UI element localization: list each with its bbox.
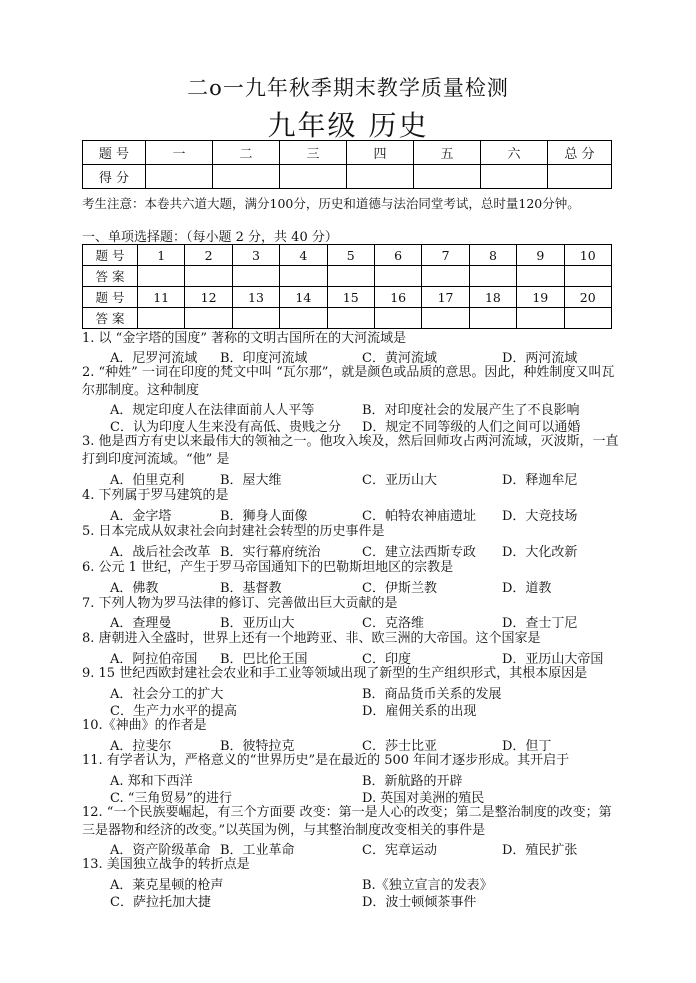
score-header-row [83,141,612,165]
num-cell: 10 [564,245,611,266]
num-cell: 15 [327,287,374,308]
option-d: D．大竞技场 [502,509,578,524]
option-d: D．但丁 [502,739,552,754]
option-a: A．伯里克利 [110,473,185,488]
question-stem: 4. 下列属于罗马建筑的是 [82,488,229,503]
option-d: D．波士顿倾茶事件 [362,895,477,910]
option-c: C．克洛维 [362,616,424,631]
option-a: A．金字塔 [110,509,172,524]
row-label: 答 案 [83,266,138,287]
option-a: A．佛教 [110,581,159,596]
num-cell: 9 [517,245,564,266]
option-a: A．拉斐尔 [110,739,172,754]
option-b: B．屋大维 [220,473,282,488]
answer-blank[interactable] [327,308,374,329]
num-cell: 18 [469,287,516,308]
exam-title: 二o一九年秋季期末教学质量检测 [187,76,509,100]
option-b: B．基督教 [220,581,282,596]
option-d: D．雇佣关系的出现 [362,704,477,719]
answer-blank[interactable] [469,266,516,287]
question-stem: 13. 美国独立战争的转折点是 [82,857,250,872]
option-a: A．资产阶级革命 [110,843,211,858]
num-cell: 14 [280,287,327,308]
option-a: A．社会分工的扩大 [110,687,224,702]
answer-blank[interactable] [374,308,421,329]
answer-blank[interactable] [517,266,564,287]
section-heading: 一、单项选择题：（每小题 2 分，共 40 分） [82,230,338,245]
option-c: C．帕特农神庙遗址 [362,509,476,524]
question-stem: 9. 15 世纪西欧封建社会农业和手工业等领域出现了新型的生产组织形式，其根本原因是 [82,666,588,681]
answer-blank[interactable] [232,308,279,329]
option-c: C．萨拉托加大捷 [110,895,211,910]
score-blank[interactable] [347,165,414,189]
option-c: C．黄河流域 [362,351,437,366]
num-cell: 20 [564,287,611,308]
option-a: A．规定印度人在法律面前人人平等 [110,403,315,418]
option-c: C．印度 [362,652,411,667]
question-stem: 8. 唐朝进入全盛时，世界上还有一个地跨亚、非、欧三洲的大帝国。这个国家是 [82,631,541,646]
answer-blank[interactable] [469,308,516,329]
row-label: 题 号 [83,287,138,308]
score-value-row [83,165,612,189]
num-cell: 11 [138,287,185,308]
question-stem: 10.《神曲》的作者是 [82,718,207,733]
option-b: B．印度河流域 [220,351,308,366]
answer-blank[interactable] [327,266,374,287]
option-a: A．阿拉伯帝国 [110,652,198,667]
num-cell: 17 [422,287,469,308]
answer-blank[interactable] [374,266,421,287]
num-cell: 12 [185,287,232,308]
num-cell: 6 [374,245,421,266]
score-cell: 六 [481,141,548,165]
question-stem: 11. 有学者认为，严格意义的“世界历史”是在最近的 500 年间才逐步形成。其开启于 [82,753,570,768]
row-label: 题 号 [83,245,138,266]
answer-num-row [83,287,612,308]
option-d: D．大化改新 [502,545,578,560]
question-stem: 5. 日本完成从奴隶社会向封建社会转型的历史事件是 [82,524,385,539]
answer-blank[interactable] [564,308,611,329]
num-cell: 5 [327,245,374,266]
score-cell: 题 号 [83,141,146,165]
option-b: B．巴比伦王国 [220,652,308,667]
score-cell: 总 分 [548,141,612,165]
question-stem: 7. 下列人物为罗马法律的修订、完善做出巨大贡献的是 [82,596,398,611]
answer-blank[interactable] [280,266,327,287]
answer-blank[interactable] [422,308,469,329]
answer-blank-row [83,308,612,329]
option-b: B．彼特拉克 [220,739,295,754]
answer-num-row [83,245,612,266]
score-cell: 四 [347,141,414,165]
answer-blank-row [83,266,612,287]
option-c: C．莎士比亚 [362,739,437,754]
option-c: C．亚历山大 [362,473,437,488]
option-b: B．亚历山大 [220,616,295,631]
question-stem: 12. “一个民族要崛起，有三个方面要 改变：第一是人心的改变；第二是整治制度的改变；第三是器物和经济的改变。”以英国为例，与其整治制度改变相关的事件是 [82,805,612,838]
row-label: 答 案 [83,308,138,329]
score-label: 得 分 [83,165,146,189]
question-stem: 2. “种姓” 一词在印度的梵文中叫 “瓦尔那”，就是颜色或品质的意思。因此，种姓制度又叫瓦尔那制度。这种制度 [82,365,615,398]
exam-notice: 考生注意：本卷共六道大题，满分100分，历史和道德与法治同堂考试，总时量120分钟。 [82,196,580,211]
option-d: D．殖民扩张 [502,843,578,858]
answer-blank[interactable] [185,266,232,287]
option-b: B．狮身人面像 [220,509,308,524]
option-c: C．生产力水平的提高 [110,704,237,719]
option-d: D．释迦牟尼 [502,473,578,488]
score-blank[interactable] [146,165,213,189]
score-blank[interactable] [414,165,481,189]
num-cell: 13 [232,287,279,308]
answer-blank[interactable] [232,266,279,287]
num-cell: 2 [185,245,232,266]
option-b: B．商品货币关系的发展 [362,687,502,702]
answer-blank[interactable] [185,308,232,329]
num-cell: 1 [138,245,185,266]
exam-subject: 九年级 历史 [267,109,429,142]
answer-blank[interactable] [138,308,185,329]
score-blank[interactable] [280,165,347,189]
score-cell: 三 [280,141,347,165]
answer-blank[interactable] [280,308,327,329]
num-cell: 4 [280,245,327,266]
answer-blank[interactable] [422,266,469,287]
option-b: B．新航路的开辟 [362,774,463,789]
option-a: A．尼罗河流域 [110,351,198,366]
num-cell: 8 [469,245,516,266]
num-cell: 19 [517,287,564,308]
option-c: C．认为印度人生来没有高低、贵贱之分 [110,420,341,435]
answer-blank[interactable] [564,266,611,287]
num-cell: 16 [374,287,421,308]
option-a: A．战后社会改革 [110,545,211,560]
option-b: B．工业革命 [220,843,295,858]
option-a: A．查理曼 [110,616,172,631]
option-d: D．道教 [502,581,552,596]
option-b: B．对印度社会的发展产生了不良影响 [362,403,580,418]
option-c: C. “三角贸易”的进行 [110,791,233,806]
question-stem: 3. 他是西方有史以来最伟大的领袖之一。他攻入埃及，然后回师攻占两河流域，灭波斯，一直打到印度河流域。“他” 是 [82,434,619,467]
question-stem: 1. 以 “金字塔的国度” 著称的文明古国所在的大河流域是 [82,331,407,346]
num-cell: 3 [232,245,279,266]
option-b: B.《独立宣言的发表》 [362,878,493,893]
option-b: B．实行幕府统治 [220,545,321,560]
score-blank[interactable] [481,165,548,189]
question-stem: 6. 公元 1 世纪，产生于罗马帝国通知下的巴勒斯坦地区的宗教是 [82,560,454,575]
option-c: C．宪章运动 [362,843,437,858]
score-cell: 一 [146,141,213,165]
option-d: D．两河流域 [502,351,578,366]
option-a: A. 郑和下西洋 [110,774,193,789]
option-c: C．伊斯兰教 [362,581,437,596]
score-table [82,140,612,189]
option-d: D. 英国对美洲的殖民 [362,791,485,806]
option-a: A．莱克星顿的枪声 [110,878,224,893]
option-d: D．查士丁尼 [502,616,578,631]
answer-blank[interactable] [138,266,185,287]
num-cell: 7 [422,245,469,266]
option-d: D．亚历山大帝国 [502,652,604,667]
option-c: C．建立法西斯专政 [362,545,476,560]
score-blank[interactable] [548,165,612,189]
score-cell: 五 [414,141,481,165]
answer-table [82,244,612,329]
score-blank[interactable] [213,165,280,189]
answer-blank[interactable] [517,308,564,329]
option-d: D．规定不同等级的人们之间可以通婚 [362,420,581,435]
score-cell: 二 [213,141,280,165]
